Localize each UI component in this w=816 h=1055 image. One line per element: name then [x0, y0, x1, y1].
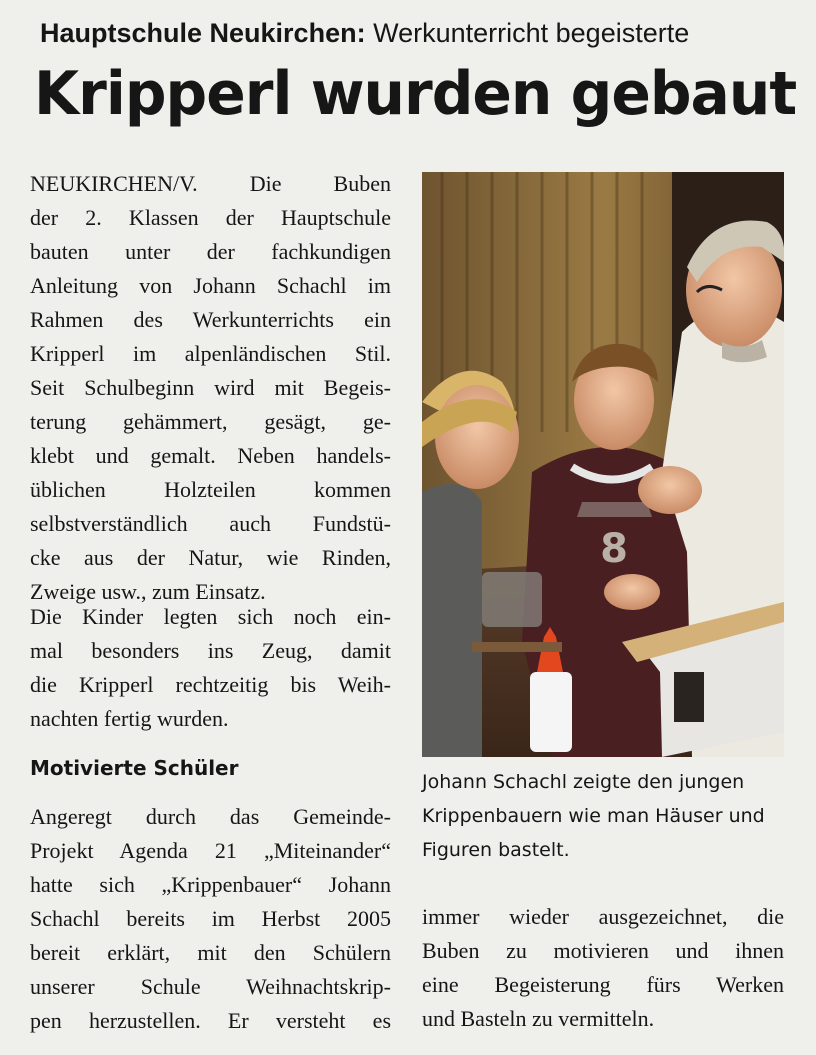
paragraph-line: selbstverständlich auch Fundstü- [30, 511, 391, 536]
svg-text:8: 8 [600, 526, 628, 572]
paragraph-line: Buben zu motivieren und ihnen [422, 938, 784, 963]
paragraph-line: cke aus der Natur, wie Rinden, [30, 545, 391, 570]
caption-line: Johann Schachl zeigte den jungen [422, 771, 745, 793]
paragraph-line: Angeregt durch das Gemeinde- [30, 804, 391, 829]
subheading: Motivierte Schüler [30, 756, 239, 780]
paragraph-line: Rahmen des Werkunterrichts ein [30, 307, 391, 332]
paragraph-line: und Basteln zu vermitteln. [422, 1006, 655, 1031]
paragraph-line: Zweige usw., zum Einsatz. [30, 579, 266, 604]
article-paragraph-3 [30, 800, 391, 1038]
paragraph-line: immer wieder ausgezeichnet, die [422, 904, 784, 929]
paragraph-line: Seit Schulbeginn wird mit Begeis- [30, 375, 391, 400]
paragraph-line: hatte sich „Krippenbauer“ Johann [30, 872, 391, 897]
paragraph-line: Anleitung von Johann Schachl im [30, 273, 391, 298]
paragraph-line: klebt und gemalt. Neben handels- [30, 443, 391, 468]
paragraph-line: nachten fertig wurden. [30, 706, 229, 731]
paragraph-line: bereit erklärt, mit den Schülern [30, 940, 391, 965]
paragraph-line: die Kripperl rechtzeitig bis Weih- [30, 672, 391, 697]
paragraph-line: unserer Schule Weihnachtskrip- [30, 974, 391, 999]
kicker-line [40, 14, 800, 52]
paragraph-line: üblichen Holzteilen kommen [30, 477, 391, 502]
paragraph-line: Die Kinder legten sich noch ein- [30, 604, 391, 629]
paragraph-line: Projekt Agenda 21 „Miteinander“ [30, 838, 391, 863]
paragraph-line: bauten unter der fachkundigen [30, 239, 391, 264]
kicker-bold: Hauptschule Neukirchen: [40, 18, 366, 48]
photo-caption [422, 765, 787, 867]
paragraph-line: Kripperl im alpenländischen Stil. [30, 341, 391, 366]
paragraph-line: der 2. Klassen der Hauptschule [30, 205, 391, 230]
headline: Kripperl wurden gebaut [34, 59, 797, 129]
kicker-rest: Werkunterricht begeisterte [373, 18, 690, 48]
paragraph-line: terung gehämmert, gesägt, ge- [30, 409, 391, 434]
workshop-photo [422, 172, 784, 757]
paragraph-line: eine Begeisterung fürs Werken [422, 972, 784, 997]
article-paragraph-4 [422, 900, 784, 1036]
paragraph-line: pen herzustellen. Er versteht es [30, 1008, 391, 1033]
article-paragraph-1 [30, 167, 391, 609]
caption-line: Krippenbauern wie man Häuser und [422, 805, 765, 827]
article-paragraph-2 [30, 600, 391, 736]
paragraph-line: mal besonders ins Zeug, damit [30, 638, 391, 663]
paragraph-line: Schachl bereits im Herbst 2005 [30, 906, 391, 931]
caption-line: Figuren bastelt. [422, 839, 570, 861]
paragraph-line: NEUKIRCHEN/V. Die Buben [30, 171, 391, 196]
